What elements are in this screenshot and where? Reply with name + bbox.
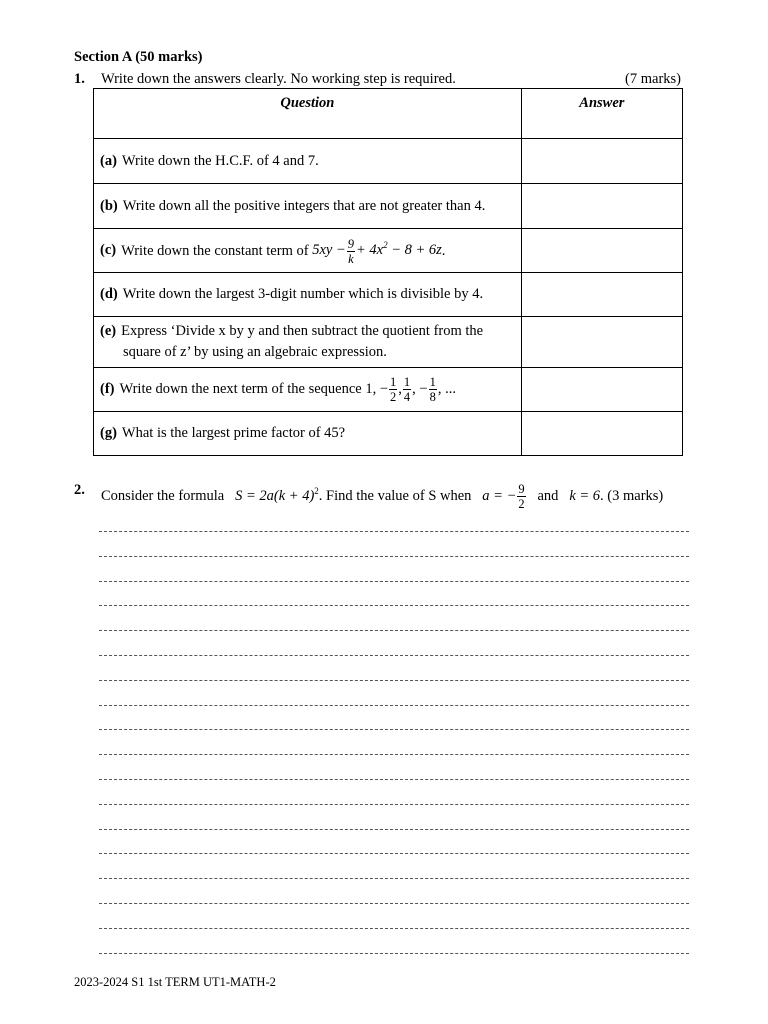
answer-line[interactable] [99,556,689,557]
text-segment: and [537,487,559,504]
question-number: 1. [74,71,85,87]
part-text-line-1: Express ‘Divide x by y and then subtract the quotient from the [121,323,484,339]
fraction [517,482,525,511]
answer-line[interactable] [99,779,689,780]
text-segment: Consider the formula [101,487,225,504]
fraction [403,375,411,404]
answer-lines[interactable] [99,531,689,977]
expression [312,236,442,266]
part-label: (d) [100,286,118,302]
part-label: (g) [100,425,117,441]
page-footer: 2023-2024 S1 1st TERM UT1-MATH-2 [74,975,276,989]
fraction-denominator: 8 [429,390,436,404]
fraction-denominator: k [348,251,354,266]
question-2-text [101,482,663,511]
answer-line[interactable] [99,605,689,606]
fraction-numerator: 1 [429,375,436,389]
sequence-part: 1, − [365,380,389,397]
answer-line[interactable] [99,878,689,879]
part-label: (a) [100,152,117,169]
sentence-end: . [441,242,446,259]
fraction [389,375,397,404]
question-cell-a [94,139,522,184]
part-text: What is the largest prime factor of 45? [121,425,346,441]
question-1-table [93,88,683,456]
answer-cell-c[interactable] [521,229,682,273]
expression-part: − 8 + 6z [387,242,442,259]
answer-line[interactable] [99,630,689,631]
answer-cell-e[interactable] [521,317,682,368]
fraction [429,375,437,404]
question-1-header [74,71,684,89]
answer-line[interactable] [99,829,689,830]
part-text: Write down the constant term of [121,242,309,259]
answer-line[interactable] [99,754,689,755]
a-expression: a = − [482,487,517,504]
answer-line[interactable] [99,853,689,854]
section-title: Section A (50 marks) [74,49,203,65]
fraction-denominator: 4 [403,390,411,404]
answer-cell-g[interactable] [521,412,682,456]
text-segment: . Find the value of S when [318,487,472,504]
question-number: 2. [74,482,85,498]
answer-column-header: Answer [521,89,682,139]
question-instruction: Write down the answers clearly. No working step is required. [101,71,456,87]
part-text-line-2: square of z’ by using an algebraic expression. [123,344,387,360]
expression-part: + 4x [355,242,384,259]
sequence-part: , ... [437,380,456,397]
sequence: 1, − $\frac{1}{2}$ , $\frac{1}{4}$ , − $\frac{1}{8}$ , ... [365,375,456,404]
question-cell-g [94,412,522,456]
answer-cell-a[interactable] [521,139,682,184]
answer-cell-f[interactable] [521,368,682,412]
question-cell-e [94,317,522,368]
part-label: (f) [100,380,115,397]
part-label: (e) [100,323,117,339]
answer-line[interactable] [99,804,689,805]
answer-cell-b[interactable] [521,184,682,229]
fraction-denominator: 2 [390,390,397,404]
answer-line[interactable] [99,928,689,929]
question-marks: . (3 marks) [600,487,664,504]
answer-line[interactable] [99,680,689,681]
answer-line[interactable] [99,581,689,582]
expression-part: 5xy − [312,242,346,259]
answer-line[interactable] [99,531,689,532]
part-text: Write down all the positive integers that are not greater than 4. [122,197,486,214]
fraction [347,237,355,266]
question-cell-f [94,368,522,412]
fraction-numerator: 1 [390,375,397,389]
question-cell-b [94,184,522,229]
exponent: 2 [383,240,388,251]
question-column-header: Question [94,89,522,139]
answer-line[interactable] [99,729,689,730]
answer-cell-d[interactable] [521,273,682,317]
question-cell-c [94,229,522,273]
k-expression: k = 6 [569,487,601,504]
formula-exponent: 2 [314,486,319,496]
part-text: Write down the largest 3-digit number which is divisible by 4. [122,286,484,302]
fraction-numerator: 9 [347,236,354,251]
part-label: (c) [100,242,117,259]
part-text: Write down the H.C.F. of 4 and 7. [121,152,319,169]
fraction-numerator: 1 [403,375,411,389]
answer-line[interactable] [99,903,689,904]
fraction-numerator: 9 [518,482,525,496]
answer-line[interactable] [99,655,689,656]
part-text: Write down the next term of the sequence [119,380,362,397]
question-2 [74,475,694,515]
answer-line[interactable] [99,953,689,954]
formula: S = 2a(k + 4) [235,487,315,504]
question-cell-d [94,273,522,317]
question-marks: (7 marks) [625,71,681,87]
answer-line[interactable] [99,705,689,706]
part-label: (b) [100,197,118,214]
fraction-denominator: 2 [518,497,525,511]
